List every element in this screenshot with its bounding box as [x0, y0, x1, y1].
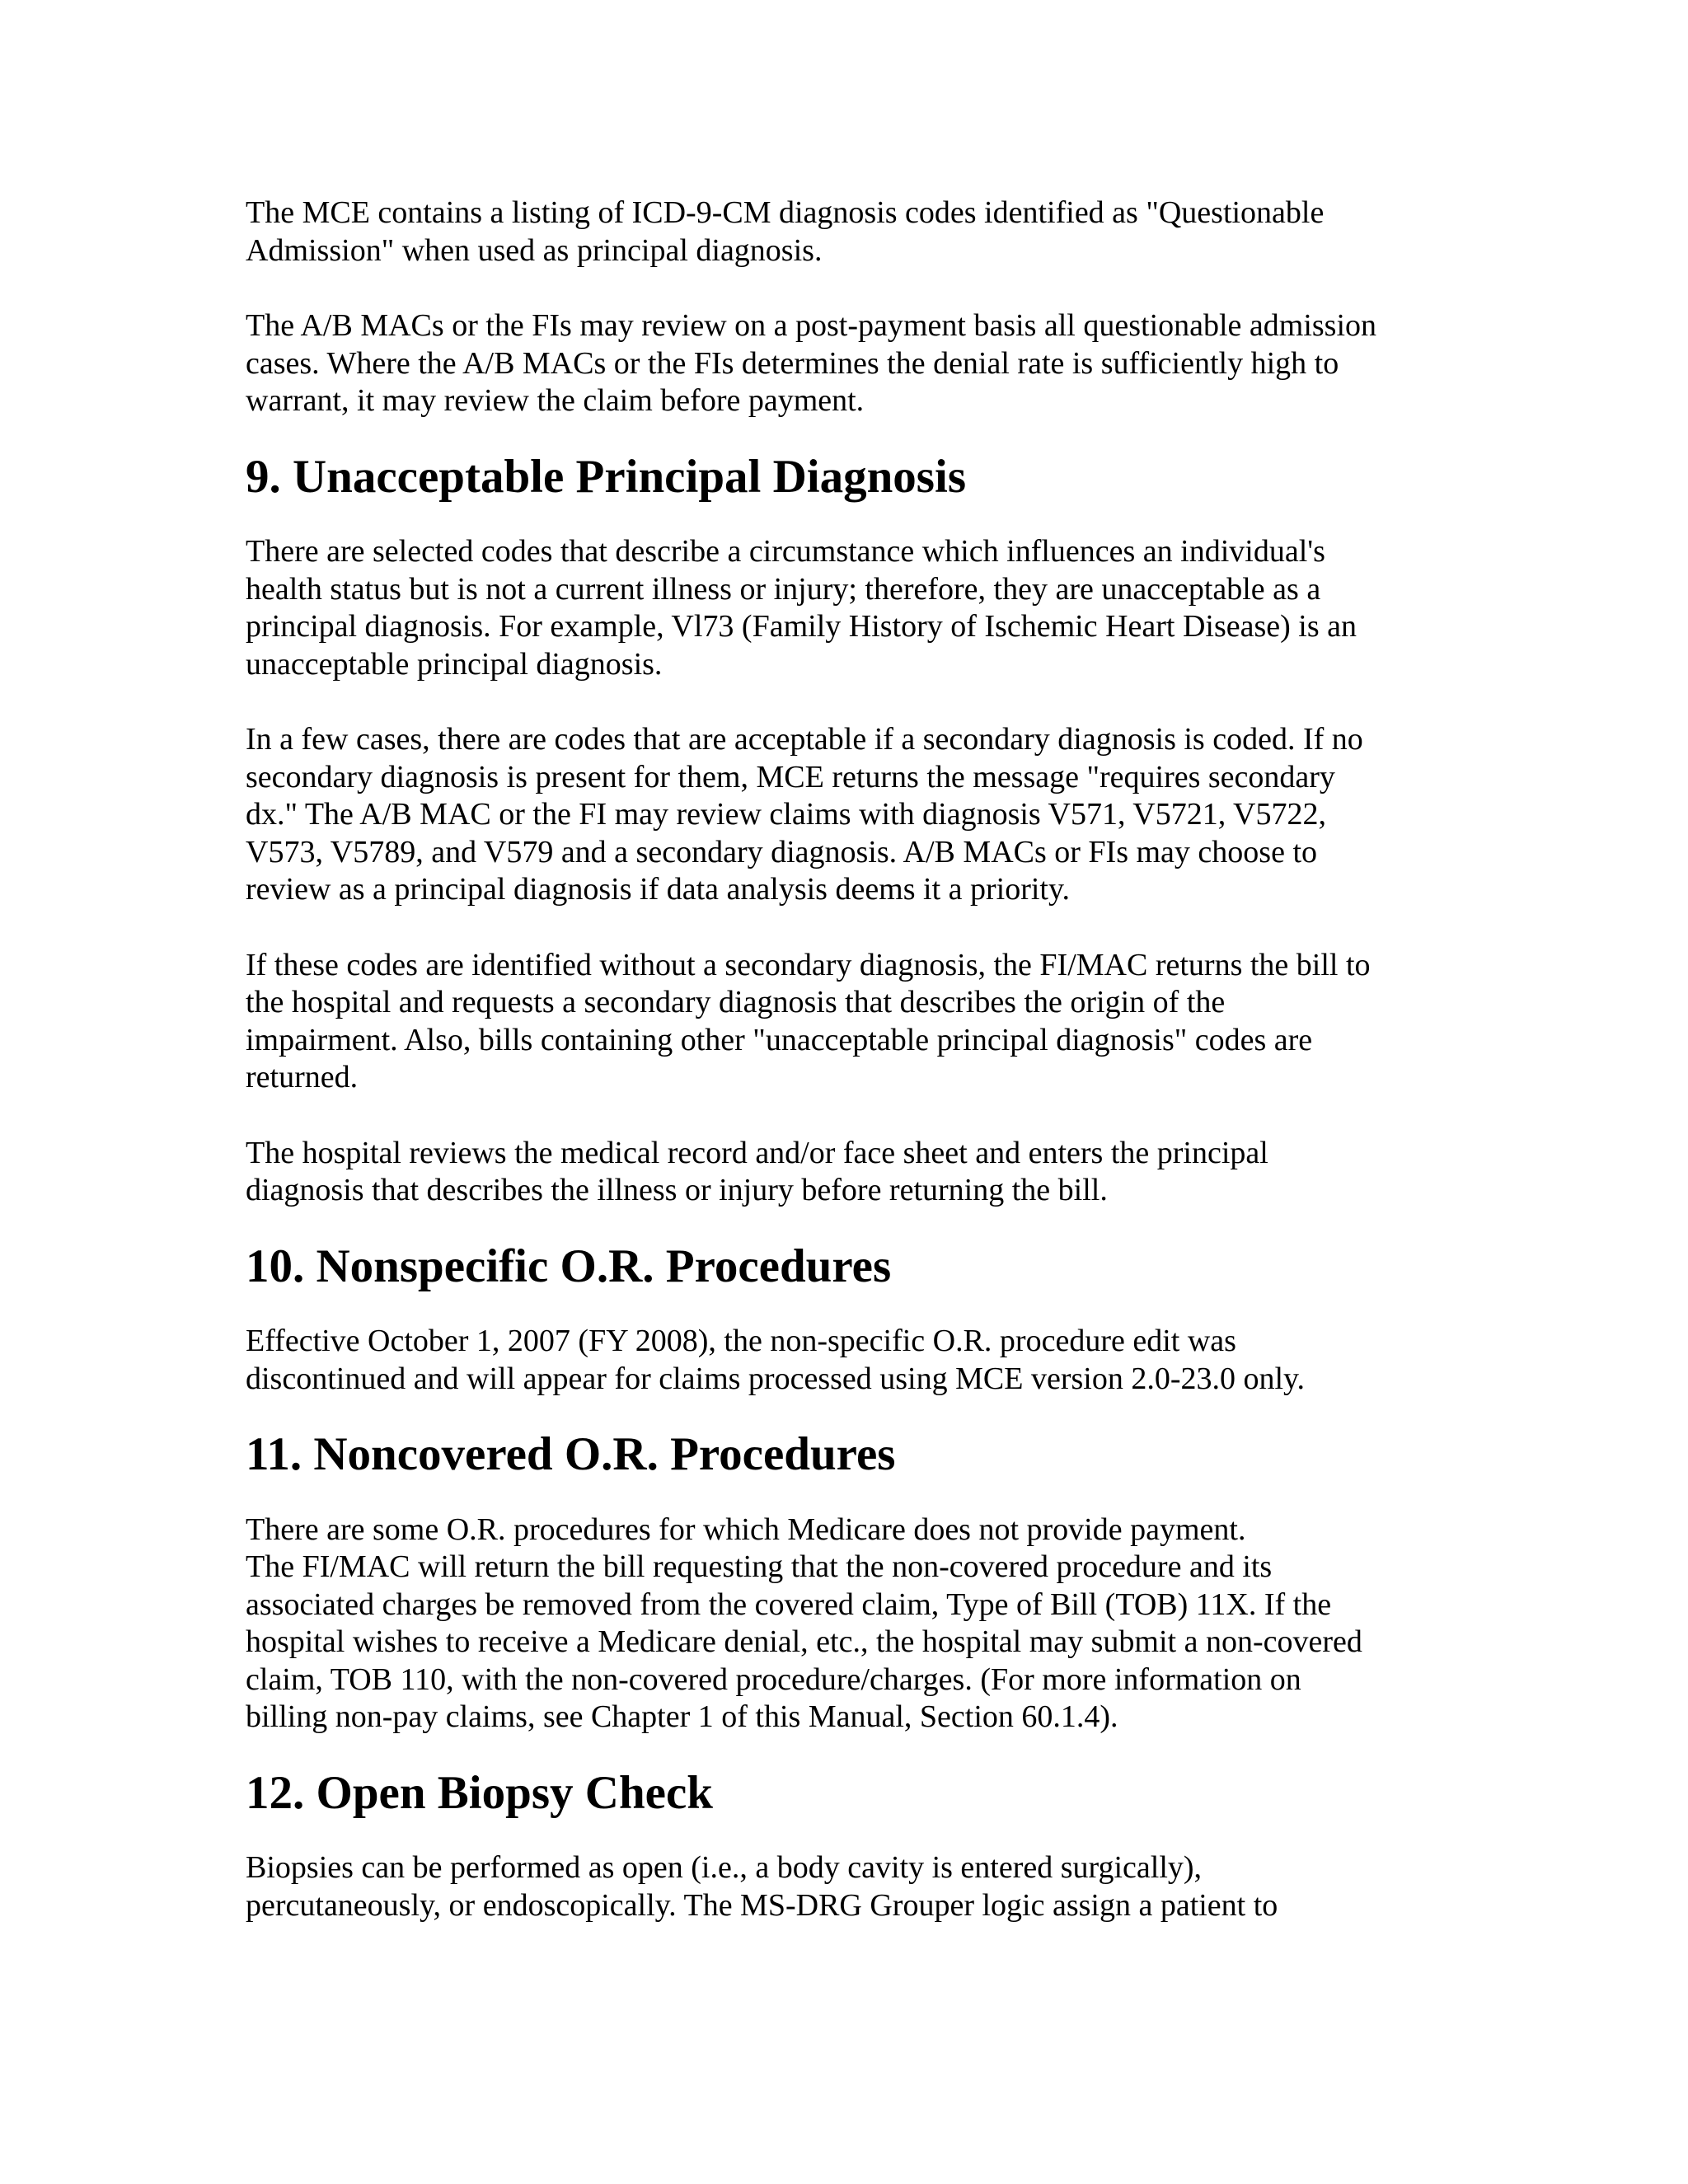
section-heading: [246, 1766, 1449, 1819]
text-line: health status but is not a current illness or injury; therefore, they are unacceptable as a: [246, 571, 1321, 607]
text-line: The MCE contains a listing of ICD-9-CM diagnosis codes identified as "Questionable: [246, 195, 1325, 230]
text-line: If these codes are identified without a secondary diagnosis, the FI/MAC returns the bill to: [246, 947, 1371, 982]
section-heading: [246, 1428, 1449, 1480]
text-line: 12. Open Biopsy Check: [246, 1766, 713, 1819]
section-heading: [246, 450, 1449, 503]
paragraph: [246, 1323, 1449, 1398]
text-line: 10. Nonspecific O.R. Procedures: [246, 1240, 892, 1292]
text-line: percutaneously, or endoscopically. The MS-DRG Grouper logic assign a patient to: [246, 1887, 1278, 1923]
text-line: Effective October 1, 2007 (FY 2008), the non-specific O.R. procedure edit was: [246, 1324, 1236, 1358]
text-line: review as a principal diagnosis if data analysis deems it a priority.: [246, 872, 1071, 907]
text-line: hospital wishes to receive a Medicare denial, etc., the hospital may submit a non-covered: [246, 1624, 1362, 1659]
text-line: In a few cases, there are codes that are acceptable if a secondary diagnosis is coded. If no: [246, 722, 1363, 757]
text-line: associated charges be removed from the covered claim, Type of Bill (TOB) 11X. If the: [246, 1586, 1332, 1622]
text-line: 9. Unacceptable Principal Diagnosis: [246, 450, 967, 503]
document-page: [246, 194, 1449, 1962]
paragraph: [246, 307, 1449, 420]
text-line: There are some O.R. procedures for which Medicare does not provide payment.: [246, 1511, 1246, 1547]
paragraph: [246, 533, 1449, 683]
paragraph: [246, 1849, 1449, 1924]
text-line: impairment. Also, bills containing other "unacceptable principal diagnosis" codes are: [246, 1022, 1313, 1057]
paragraph: [246, 1511, 1449, 1736]
text-line: dx." The A/B MAC or the FI may review claims with diagnosis V571, V5721, V5722,: [246, 797, 1326, 832]
text-line: The hospital reviews the medical record and/or face sheet and enters the principal: [246, 1135, 1268, 1170]
text-line: principal diagnosis. For example, Vl73 (Family History of Ischemic Heart Disease) is an: [246, 609, 1357, 644]
text-line: cases. Where the A/B MACs or the FIs determines the denial rate is sufficiently high to: [246, 345, 1339, 381]
text-line: The FI/MAC will return the bill requesting that the non-covered procedure and its: [246, 1549, 1273, 1584]
paragraph: [246, 194, 1449, 269]
text-line: Admission" when used as principal diagnosis.: [246, 232, 823, 268]
text-line: secondary diagnosis is present for them, MCE returns the message "requires secondary: [246, 759, 1335, 794]
section-heading: [246, 1240, 1449, 1292]
paragraph: [246, 947, 1449, 1097]
text-line: Biopsies can be performed as open (i.e., a body cavity is entered surgically),: [246, 1850, 1203, 1885]
text-line: diagnosis that describes the illness or injury before returning the bill.: [246, 1173, 1108, 1207]
text-line: discontinued and will appear for claims processed using MCE version 2.0-23.0 only.: [246, 1361, 1306, 1396]
text-line: There are selected codes that describe a circumstance which influences an individual's: [246, 534, 1325, 569]
text-line: warrant, it may review the claim before payment.: [246, 383, 865, 418]
text-line: returned.: [246, 1060, 359, 1094]
text-line: the hospital and requests a secondary diagnosis that describes the origin of the: [246, 985, 1226, 1019]
text-line: V573, V5789, and V579 and a secondary diagnosis. A/B MACs or FIs may choose to: [246, 834, 1317, 869]
paragraph: [246, 721, 1449, 909]
text-line: unacceptable principal diagnosis.: [246, 646, 663, 682]
paragraph: [246, 1135, 1449, 1210]
text-line: claim, TOB 110, with the non-covered procedure/charges. (For more information on: [246, 1661, 1301, 1697]
text-line: The A/B MACs or the FIs may review on a post-payment basis all questionable admission: [246, 308, 1377, 343]
text-line: billing non-pay claims, see Chapter 1 of this Manual, Section 60.1.4).: [246, 1699, 1118, 1734]
text-line: 11. Noncovered O.R. Procedures: [246, 1428, 896, 1480]
